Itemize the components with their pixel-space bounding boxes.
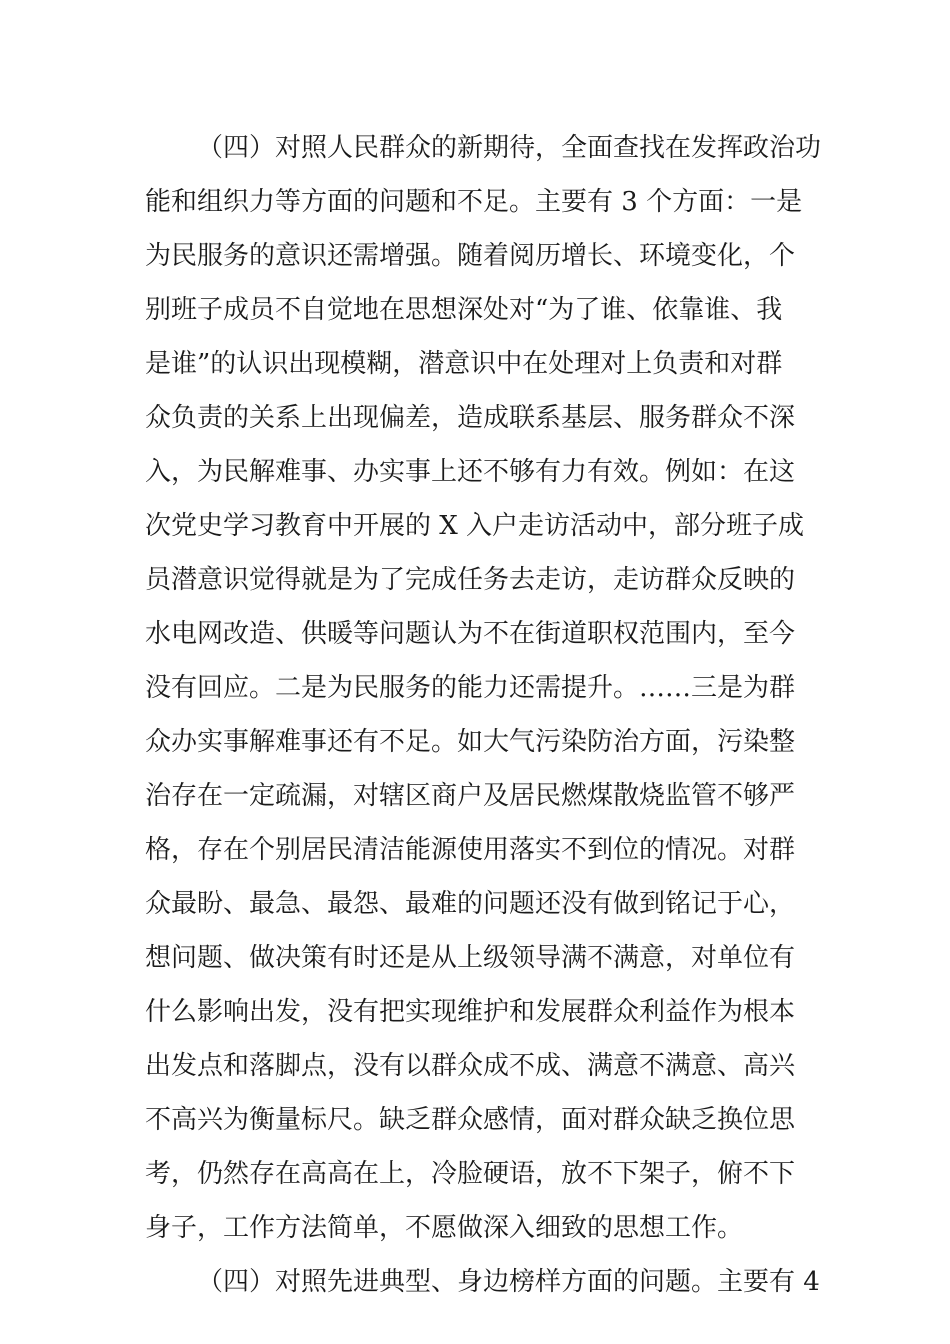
paragraph-1-line-20: 考，仍然存在高高在上，冷脸硬语，放不下架子，俯不下 (145, 1159, 796, 1189)
paragraph-1-line-7: 入，为民解难事、办实事上还不够有力有效。例如：在这 (145, 457, 796, 487)
paragraph-1-line-12: 众办实事解难事还有不足。如大气污染防治方面，污染整 (145, 727, 796, 757)
paragraph-1-line-15: 众最盼、最急、最怨、最难的问题还没有做到铭记于心， (145, 889, 796, 919)
paragraph-1-line-11: 没有回应。二是为民服务的能力还需提升。……三是为群 (145, 673, 796, 703)
paragraph-1-line-4: 别班子成员不自觉地在思想深处对“为了谁、依靠谁、我 (145, 295, 783, 325)
document-body (145, 128, 822, 1316)
paragraph-1-line-18: 出发点和落脚点，没有以群众成不成、满意不满意、高兴 (145, 1051, 796, 1081)
paragraph-1-line-10: 水电网改造、供暖等问题认为不在街道职权范围内，至今 (145, 619, 796, 649)
paragraph-1-line-16: 想问题、做决策有时还是从上级领导满不满意，对单位有 (145, 943, 796, 973)
paragraph-1-line-14: 格，存在个别居民清洁能源使用落实不到位的情况。对群 (145, 835, 796, 865)
paragraph-1-line-19: 不高兴为衡量标尺。缺乏群众感情，面对群众缺乏换位思 (145, 1105, 796, 1135)
paragraph-1-line-3: 为民服务的意识还需增强。随着阅历增长、环境变化，个 (145, 241, 796, 271)
paragraph-2-line-1: （四）对照先进典型、身边榜样方面的问题。主要有 4 (197, 1267, 820, 1297)
paragraph-1-line-8: 次党史学习教育中开展的 X 入户走访活动中，部分班子成 (145, 511, 805, 541)
paragraph-1-line-5: 是谁”的认识出现模糊，潜意识中在处理对上负责和对群 (145, 349, 783, 379)
paragraph-1-line-1: （四）对照人民群众的新期待，全面查找在发挥政治功 (197, 133, 822, 163)
paragraph-1-line-6: 众负责的关系上出现偏差，造成联系基层、服务群众不深 (145, 403, 796, 433)
paragraph-1-line-17: 什么影响出发，没有把实现维护和发展群众利益作为根本 (145, 997, 796, 1027)
paragraph-1-line-21: 身子，工作方法简单，不愿做深入细致的思想工作。 (145, 1213, 744, 1243)
paragraph-1-line-9: 员潜意识觉得就是为了完成任务去走访，走访群众反映的 (145, 565, 796, 595)
paragraph-1-line-13: 治存在一定疏漏，对辖区商户及居民燃煤散烧监管不够严 (145, 781, 796, 811)
paragraph-1-line-2: 能和组织力等方面的问题和不足。主要有 3 个方面：一是 (145, 187, 803, 217)
